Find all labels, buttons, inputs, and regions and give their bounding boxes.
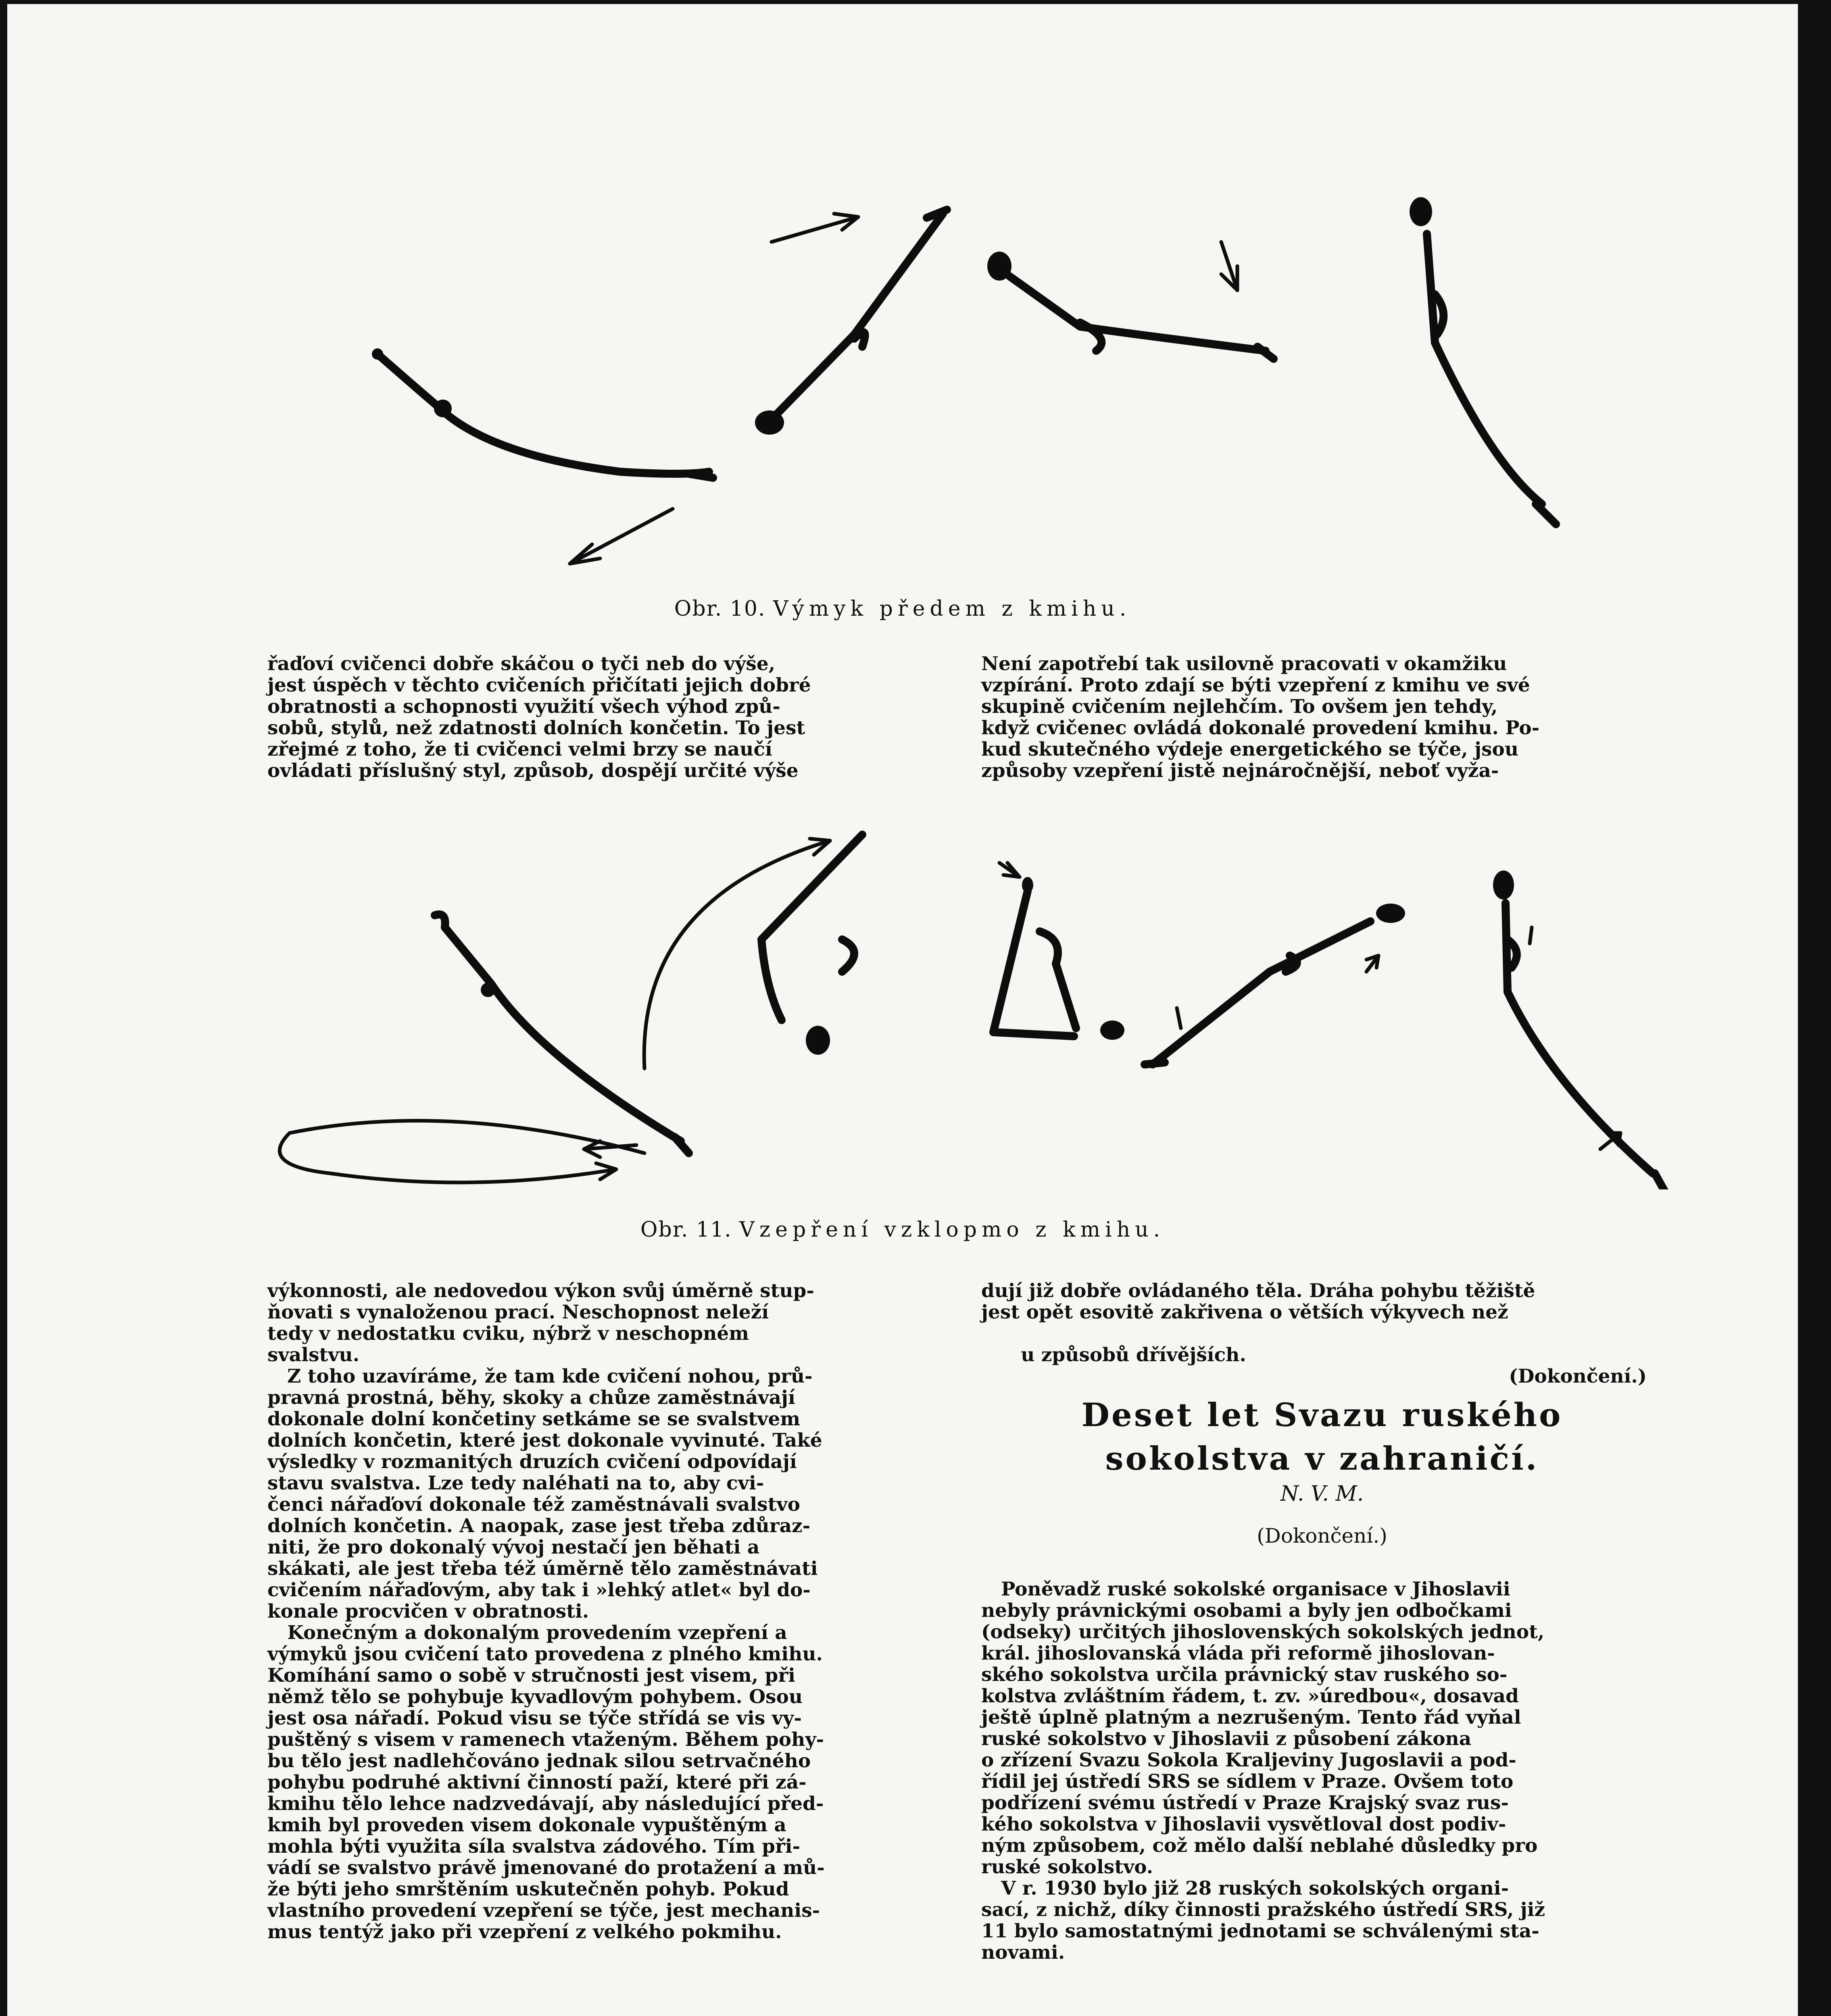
article-author: N. V. M. xyxy=(1280,1482,1364,1506)
text-line: konale procvičen v obratnosti. xyxy=(267,1600,589,1622)
text-line: vlastního provedení vzepření se týče, jest mechanis- xyxy=(267,1899,820,1922)
text-line: sací, z nichž, díky činnosti pražského ústředí SRS, již xyxy=(981,1899,1545,1921)
text-line: pravná prostná, běhy, skoky a chůze zaměstnávají xyxy=(267,1387,795,1409)
text-line: způsoby vzepření jistě nejnáročnější, neboť vyža- xyxy=(981,760,1499,782)
text-line: kmihu tělo lehce nadzvedávají, aby následující před- xyxy=(267,1793,824,1815)
text-line: puštěný s visem v ramenech vtaženým. Během pohy- xyxy=(267,1729,824,1751)
text-line-content: u způsobů dřívějších. xyxy=(1021,1344,1246,1366)
text-line: obratnosti a schopnosti využití všech výhod způ- xyxy=(267,696,780,718)
figure-10-drawing xyxy=(7,157,1798,601)
text-line: nebyly právnickými osobami a byly jen odbočkami xyxy=(981,1599,1512,1622)
text-line: kud skutečného výdeje energetického se týče, jsou xyxy=(981,738,1519,760)
text-line: ňovati s vynaloženou prací. Neschopnost neleží xyxy=(267,1301,769,1323)
magazine-page xyxy=(7,4,1798,2016)
text-line: jest úspěch v těchto cvičeních přičítati jejich dobré xyxy=(267,674,811,696)
text-line: čenci nářaďoví dokonale též zaměstnávali svalstvo xyxy=(267,1493,800,1516)
figure-11-illustration xyxy=(7,818,1798,1189)
text-line: ského sokolstva určila právnický stav ruského so- xyxy=(981,1664,1508,1686)
article-body xyxy=(981,1579,1663,1963)
text-line: vzpírání. Proto zdají se býti vzepření z kmihu ve své xyxy=(981,674,1530,696)
text-line: (odseky) určitých jihoslovenských sokolských jednot, xyxy=(981,1621,1545,1643)
article-title xyxy=(981,1393,1663,1480)
text-line: pohybu podruhé aktivní činností paží, které při zá- xyxy=(267,1771,807,1793)
text-block-2-left xyxy=(267,1280,949,1943)
text-line: niti, že pro dokonalý vývoj nestačí jen běhati a xyxy=(267,1536,760,1558)
text-line: dolních končetin, které jest dokonale vyvinuté. Také xyxy=(267,1429,822,1452)
text-line: výsledky v rozmanitých druzích cvičení odpovídají xyxy=(267,1451,797,1473)
text-line: podřízení svému ústředí v Praze Krajský svaz rus- xyxy=(981,1792,1509,1814)
text-line: 11 bylo samostatnými jednotami se schválenými sta- xyxy=(981,1920,1539,1942)
text-line: skákati, ale jest třeba též úměrně tělo zaměstnávati xyxy=(267,1558,818,1580)
article-title-line: sokolstva v zahraničí. xyxy=(1105,1439,1539,1477)
text-line: mus tentýž jako při vzepření z velkého pokmihu. xyxy=(267,1921,782,1943)
continuation-note: (Dokončení.) xyxy=(1509,1365,1647,1387)
text-line: výmyků jsou cvičení tato provedena z plného kmihu. xyxy=(267,1643,823,1665)
text-line: mohla býti využita síla svalstva zádového. Tím při- xyxy=(267,1835,801,1858)
text-line: kého sokolstva v Jihoslavii vysvětloval dost podiv- xyxy=(981,1813,1506,1835)
figure-11-caption xyxy=(7,1218,1798,1242)
text-line: ovládati příslušný styl, způsob, dospějí určité výše xyxy=(267,760,799,782)
text-line: jest osa nářadí. Pokud visu se týče střídá se vis vy- xyxy=(267,1707,802,1729)
text-line: vádí se svalstvo právě jmenované do protažení a mů- xyxy=(267,1857,825,1879)
text-line: kmih byl proveden visem dokonale vypuštěným a xyxy=(267,1814,786,1836)
text-line: Z toho uzavíráme, že tam kde cvičení nohou, prů- xyxy=(267,1365,813,1387)
text-line: dují již dobře ovládaného těla. Dráha pohybu těžiště xyxy=(981,1280,1535,1302)
article-continuation-note: (Dokončení.) xyxy=(1257,1524,1387,1547)
text-line: V r. 1930 bylo již 28 ruských sokolských organi- xyxy=(981,1877,1509,1899)
text-line: jest opět esovitě zakřivena o větších výkyvech než xyxy=(981,1301,1508,1323)
text-line: skupině cvičením nejlehčím. To ovšem jen tehdy, xyxy=(981,696,1498,718)
text-line: ještě úplně platným a nezrušeným. Tento řád vyňal xyxy=(981,1706,1521,1729)
text-line: ruské sokolstvo. xyxy=(981,1856,1153,1878)
text-line: kolstva zvláštním řádem, t. zv. »úredbou«, dosavad xyxy=(981,1685,1519,1707)
text-line: dokonale dolní končetiny setkáme se se svalstvem xyxy=(267,1408,801,1430)
text-line: Není zapotřebí tak usilovně pracovati v okamžiku xyxy=(981,653,1507,675)
text-line: ným způsobem, což mělo další neblahé důsledky pro xyxy=(981,1835,1538,1857)
text-line: novami. xyxy=(981,1941,1065,1964)
text-line: král. jihoslovanská vláda při reformě jihoslovan- xyxy=(981,1642,1495,1664)
article-title-line: Deset let Svazu ruského xyxy=(1081,1396,1563,1434)
text-line: ruské sokolstvo v Jihoslavii z působení zákona xyxy=(981,1728,1472,1750)
text-line: Komíhání samo o sobě v stručnosti jest visem, při xyxy=(267,1664,795,1687)
text-line: výkonnosti, ale nedovedou výkon svůj úměrně stup- xyxy=(267,1280,814,1302)
text-line: cvičením nářaďovým, aby tak i »lehký atlet« byl do- xyxy=(267,1579,811,1601)
text-line: že býti jeho smrštěním uskutečněn pohyb. Pokud xyxy=(267,1878,789,1900)
figure-11-caption-text: Vzepření vzklopmo z kmihu. xyxy=(739,1218,1165,1242)
text-line: dolních končetin. A naopak, zase jest třeba zdůraz- xyxy=(267,1515,811,1537)
text-line: když cvičenec ovládá dokonalé provedení kmihu. Po- xyxy=(981,717,1540,739)
text-line: tedy v nedostatku cviku, nýbrž v neschopném xyxy=(267,1322,749,1345)
text-line: němž tělo se pohybuje kyvadlovým pohybem. Osou xyxy=(267,1686,803,1708)
text-line: Poněvadž ruské sokolské organisace v Jihoslavii xyxy=(981,1578,1510,1600)
figure-10-caption-text: Výmyk předem z kmihu. xyxy=(773,597,1131,621)
text-line: řaďoví cvičenci dobře skáčou o tyči neb do výše, xyxy=(267,653,776,675)
text-line: svalstvu. xyxy=(267,1344,360,1366)
text-line: sobů, stylů, než zdatnosti dolních končetin. To jest xyxy=(267,717,805,739)
text-block-2-right xyxy=(981,1280,1663,1408)
text-block-1-right xyxy=(981,653,1663,781)
text-line: Konečným a dokonalým provedením vzepření a xyxy=(267,1622,787,1644)
figure-11-caption-prefix: Obr. 11. xyxy=(640,1218,732,1242)
text-line: řídil jej ústředí SRS se sídlem v Praze. Ovšem toto xyxy=(981,1770,1514,1793)
text-line: stavu svalstva. Lze tedy naléhati na to, aby cvi- xyxy=(267,1472,764,1494)
figure-10-illustration xyxy=(7,157,1798,601)
figure-11-drawing xyxy=(7,818,1798,1189)
text-block-1-left xyxy=(267,653,949,781)
text-line: o zřízení Svazu Sokola Kraljeviny Jugoslavii a pod- xyxy=(981,1749,1516,1771)
figure-10-caption-prefix: Obr. 10. xyxy=(674,597,766,621)
figure-10-caption xyxy=(7,597,1798,621)
text-line: zřejmé z toho, že ti cvičenci velmi brzy se naučí xyxy=(267,738,772,760)
text-line: bu tělo jest nadlehčováno jednak silou setrvačného xyxy=(267,1750,811,1772)
